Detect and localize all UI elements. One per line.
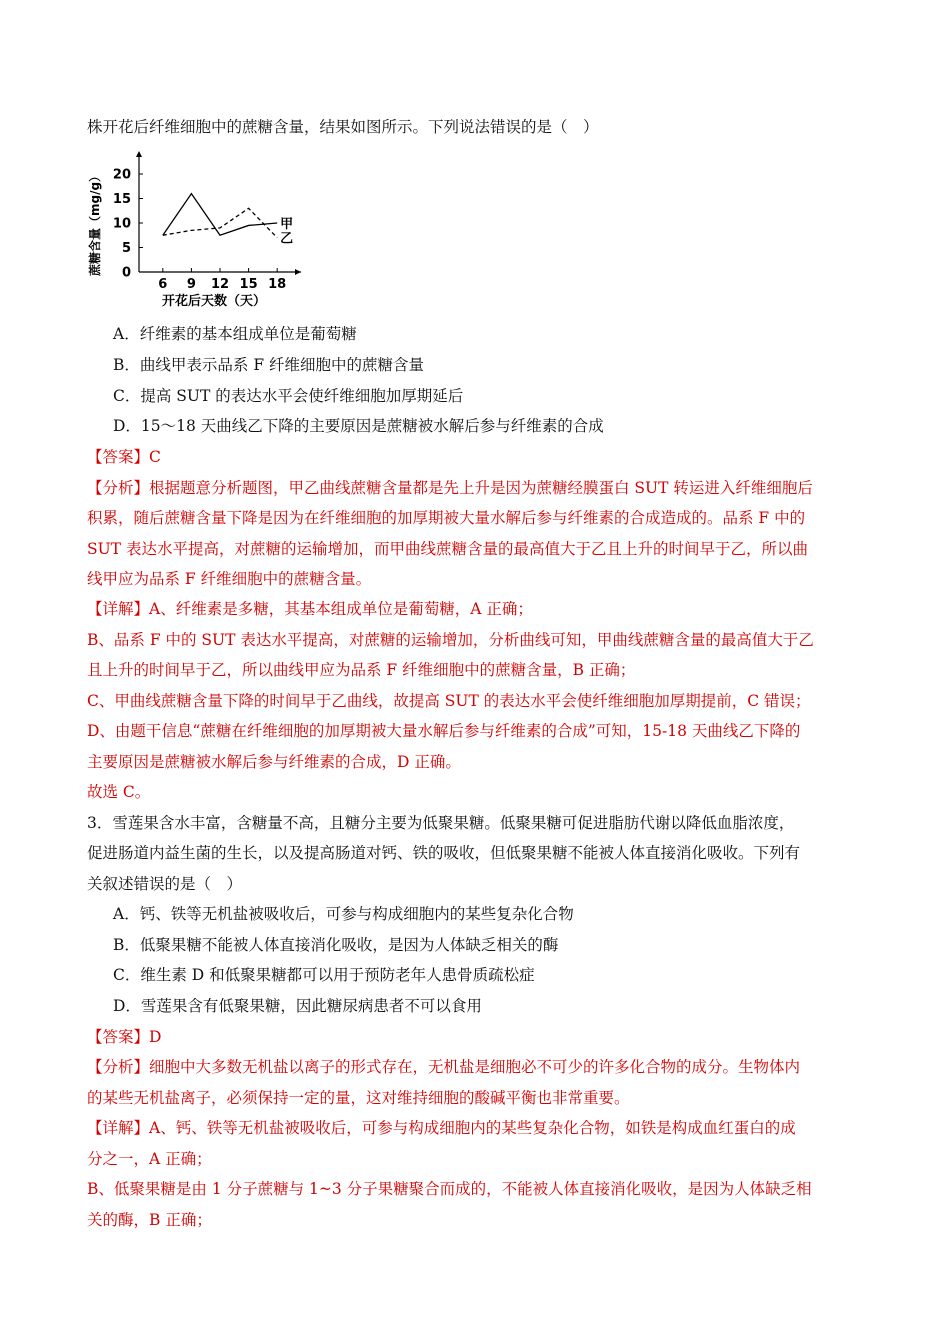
x-tick-label: 9 — [186, 277, 196, 292]
analysis-line: SUT 表达水平提高，对蔗糖的运输增加，而甲曲线蔗糖含量的最高值大于乙且上升的时间早于乙，所以曲 — [87, 540, 808, 558]
question-intro: 株开花后纤维细胞中的蔗糖含量，结果如图所示。下列说法错误的是（ ） — [87, 118, 599, 136]
explanation-line: 分之一，A 正确； — [87, 1150, 212, 1168]
analysis-line: 积累，随后蔗糖含量下降是因为在纤维细胞的加厚期被大量水解后参与纤维素的合成造成的。品系 F 中的 — [87, 509, 806, 527]
x-tick-label: 6 — [158, 277, 168, 292]
y-axis-arrow — [136, 151, 142, 157]
answer-label: 【答案】D — [87, 1028, 162, 1046]
option-b: B．曲线甲表示品系 F 纤维细胞中的蔗糖含量 — [113, 356, 425, 374]
chart-axes — [113, 151, 301, 292]
x-axis-label: 开花后天数（天） — [161, 294, 267, 309]
q3-option-d: D．雪莲果含有低聚果糖，因此糖尿病患者不可以食用 — [113, 997, 482, 1015]
explanation-line: 【详解】A、纤维素是多糖，其基本组成单位是葡萄糖，A 正确； — [87, 600, 533, 618]
q3-option-c: C．维生素 D 和低聚果糖都可以用于预防老年人患骨质疏松症 — [113, 966, 535, 984]
x-tick-label: 15 — [239, 277, 258, 292]
explanation-line: B、品系 F 中的 SUT 表达水平提高，对蔗糖的运输增加，分析曲线可知，甲曲线蔗糖含量的最高值大于乙 — [87, 631, 814, 649]
chart-marks — [163, 194, 293, 247]
analysis-line: 【分析】根据题意分析题图，甲乙曲线蔗糖含量都是先上升是因为蔗糖经膜蛋白 SUT 转运进入纤维细胞后 — [87, 479, 813, 497]
explanation-line: 主要原因是蔗糖被水解后参与纤维素的合成，D 正确。 — [87, 753, 461, 771]
explanation-line: 关的酶，B 正确； — [87, 1211, 212, 1229]
analysis-line: 线甲应为品系 F 纤维细胞中的蔗糖含量。 — [87, 570, 372, 588]
explanation-line: 【详解】A、钙、铁等无机盐被吸收后，可参与构成细胞内的某些复杂化合物，如铁是构成血红蛋白的成 — [87, 1119, 796, 1137]
q3-option-a: A．钙、铁等无机盐被吸收后，可参与构成细胞内的某些复杂化合物 — [113, 905, 574, 923]
analysis-line: 【分析】细胞中大多数无机盐以离子的形式存在，无机盐是细胞必不可少的许多化合物的成分。生物体内 — [87, 1058, 801, 1076]
question-3-stem: 促进肠道内益生菌的生长，以及提高肠道对钙、铁的吸收，但低聚果糖不能被人体直接消化吸收。下列有 — [87, 844, 801, 862]
option-d: D．15～18 天曲线乙下降的主要原因是蔗糖被水解后参与纤维素的合成 — [113, 417, 604, 435]
explanation-line: 且上升的时间早于乙，所以曲线甲应为品系 F 纤维细胞中的蔗糖含量，B 正确； — [87, 661, 636, 679]
sucrose-line-chart — [86, 148, 316, 318]
answer-label: 【答案】C — [87, 448, 161, 466]
series-line-乙 — [163, 208, 277, 237]
option-c: C．提高 SUT 的表达水平会使纤维细胞加厚期延后 — [113, 387, 464, 405]
explanation-line: B、低聚果糖是由 1 分子蔗糖与 1~3 分子果糖聚合而成的，不能被人体直接消化吸收，是因为人体缺乏相 — [87, 1180, 812, 1198]
y-tick-label: 0 — [121, 265, 131, 281]
question-3-stem: 3．雪莲果含水丰富，含糖量不高，且糖分主要为低聚果糖。低聚果糖可促进脂肪代谢以降低血脂浓度， — [87, 814, 795, 832]
final-choice: 故选 C。 — [87, 783, 151, 801]
x-tick-label: 18 — [268, 277, 287, 292]
explanation-line: C、甲曲线蔗糖含量下降的时间早于乙曲线，故提高 SUT 的表达水平会使纤维细胞加厚期提前，C 错误； — [87, 692, 811, 710]
series-label-乙: 乙 — [280, 231, 294, 247]
series-label-甲: 甲 — [280, 217, 294, 232]
y-tick-label: 5 — [121, 241, 131, 256]
series-line-甲 — [163, 194, 277, 236]
y-tick-label: 10 — [112, 216, 131, 232]
y-tick-label: 15 — [112, 192, 131, 207]
analysis-line: 的某些无机盐离子，必须保持一定的量，这对维持细胞的酸碱平衡也非常重要。 — [87, 1089, 630, 1107]
y-tick-label: 20 — [112, 167, 131, 183]
y-axis-label: 蔗糖含量（mg/g） — [88, 169, 102, 277]
q3-option-b: B．低聚果糖不能被人体直接消化吸收，是因为人体缺乏相关的酶 — [113, 936, 559, 954]
x-axis-arrow — [295, 269, 301, 275]
x-tick-label: 12 — [210, 277, 230, 292]
question-3-stem: 关叙述错误的是（ ） — [87, 875, 243, 893]
option-a: A．纤维素的基本组成单位是葡萄糖 — [113, 325, 357, 343]
explanation-line: D、由题干信息“蔗糖在纤维细胞的加厚期被大量水解后参与纤维素的合成”可知，15-18 天曲线乙下降的 — [87, 722, 801, 740]
